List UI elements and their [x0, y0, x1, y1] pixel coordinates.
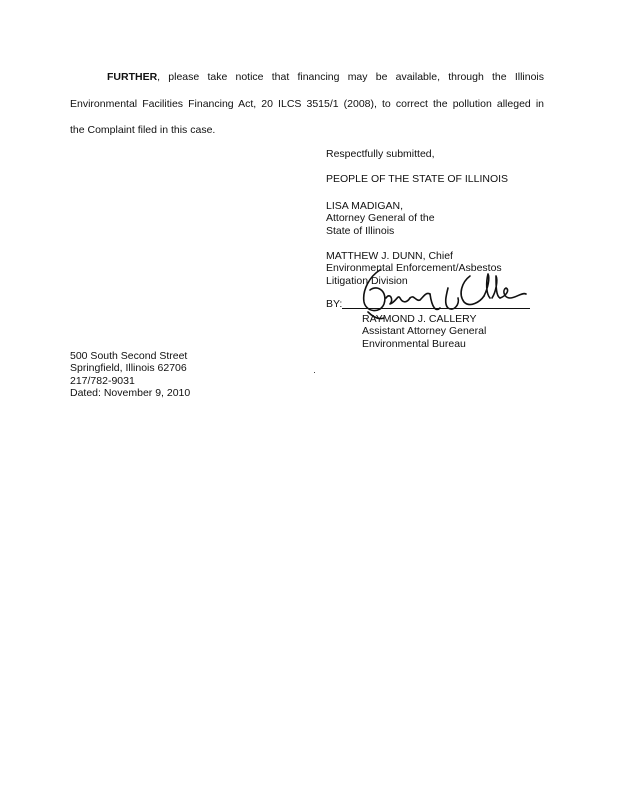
ag-title-2: State of Illinois	[326, 224, 395, 237]
paragraph-line-1-text: , please take notice that financing may be available, through the Illinois	[157, 71, 544, 83]
chief-division-2: Litigation Division	[326, 274, 408, 287]
paragraph-line-1	[107, 70, 544, 84]
further-lead: FURTHER	[107, 71, 158, 83]
signer-title-2: Environmental Bureau	[362, 337, 466, 350]
signer-name: RAYMOND J. CALLERY	[362, 313, 477, 325]
scan-speck	[314, 372, 315, 373]
chief-division-1: Environmental Enforcement/Asbestos	[326, 262, 502, 275]
closing-block	[326, 148, 435, 160]
paragraph-line-3-text: the Complaint filed in this case.	[70, 124, 216, 136]
signer-title-1: Assistant Attorney General	[362, 325, 487, 338]
party-block	[326, 173, 508, 185]
party-name: PEOPLE OF THE STATE OF ILLINOIS	[326, 173, 509, 185]
address-phone: 217/782-9031	[70, 374, 135, 387]
date-line: Dated: November 9, 2010	[70, 387, 191, 400]
attorney-general-block	[326, 200, 435, 237]
address-street: 500 South Second Street	[70, 350, 188, 362]
paragraph-line-2-text: Environmental Facilities Financing Act, 20 ILCS 3515/1 (2008), to correct the pollution alleged in	[70, 98, 544, 110]
chief-name: MATTHEW J. DUNN, Chief	[326, 250, 453, 262]
closing-text: Respectfully submitted,	[326, 148, 435, 160]
ag-name: LISA MADIGAN,	[326, 200, 404, 212]
address-block	[70, 350, 190, 400]
signer-block	[362, 313, 486, 350]
paragraph-line-2	[70, 97, 544, 111]
paragraph-line-3	[70, 123, 215, 137]
address-city: Springfield, Illinois 62706	[70, 362, 187, 375]
by-label: BY:	[326, 298, 343, 310]
ag-title-1: Attorney General of the	[326, 212, 435, 225]
